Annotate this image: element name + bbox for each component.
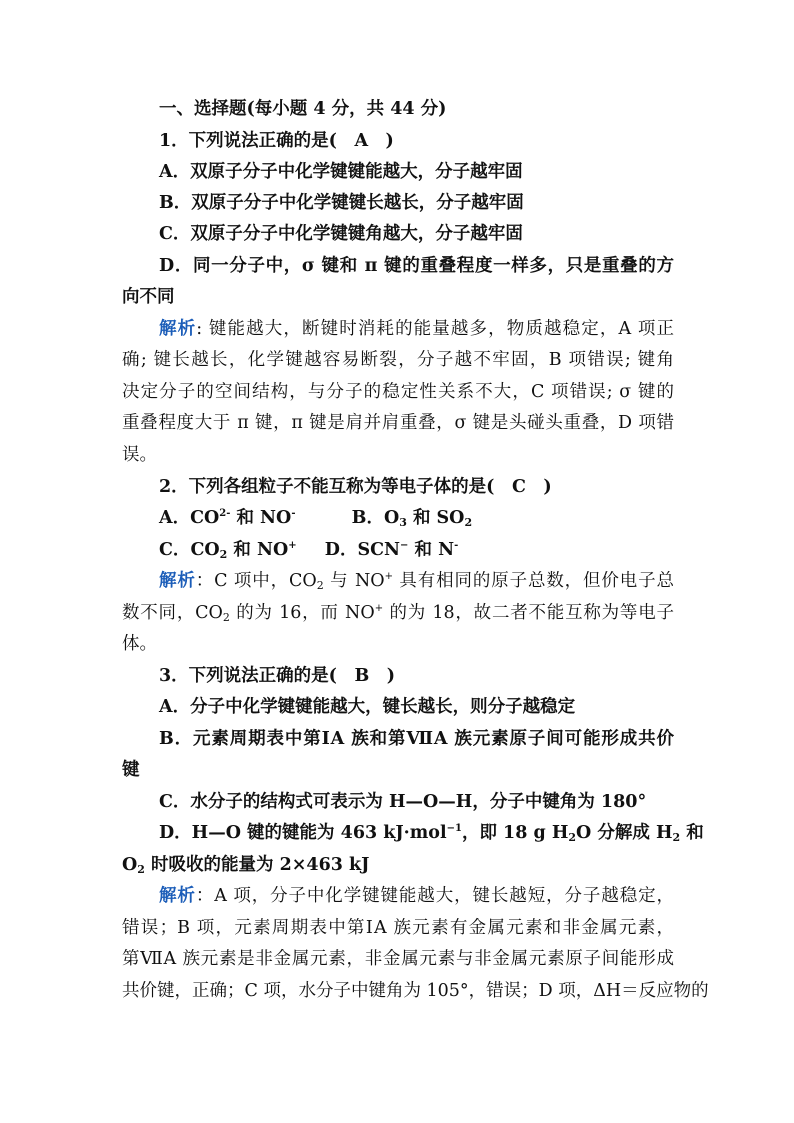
q3-option-c: C．水分子的结构式可表示为 H—O—H，分子中键角为 180° <box>159 792 647 812</box>
q2-option-b: B．$O_3$ 和 $SO_2$ <box>351 508 473 529</box>
q1-option-a: A．双原子分子中化学键键能越大，分子越牢固 <box>159 162 523 182</box>
q2-options-ab <box>159 503 674 534</box>
q3-option-b-line1: B．元素周期表中第ⅠA 族和第ⅦA 族元素原子间可能形成共价 <box>159 729 674 749</box>
q2-options-cd <box>159 535 674 566</box>
q3-option-d-line2: $O_2$ 时吸收的能量为 2×463 kJ <box>122 855 370 876</box>
q1-explanation-line5: 误。 <box>122 445 157 465</box>
explanation-label: 解析 <box>159 319 197 339</box>
q3-explanation-line1: 解析：A 项，分子中化学键键能越大，键长越短，分子越稳定， <box>159 886 675 906</box>
q1-option-c: C．双原子分子中化学键键角越大，分子越牢固 <box>159 224 523 244</box>
q3-explanation-line4: 共价键，正确；C 项，水分子中键角为 105°，错误；D 项，ΔH＝反应物的 <box>122 981 709 1001</box>
q1-explanation-line2: 确; 键长越长，化学键越容易断裂，分子越不牢固，B 项错误; 键角 <box>122 350 674 370</box>
q2-explanation-line2: 数不同，$CO_2$ 的为 16，而 NO+ 的为 18，故二者不能互称为等电子 <box>122 603 674 624</box>
q2-explanation-line1: 解析：C 项中，$CO_2$ 与 NO+ 具有相同的原子总数，但价电子总 <box>159 571 674 592</box>
explanation-label: 解析 <box>159 571 196 591</box>
q2-option-c: C．$CO_2$ 和 NO+ <box>159 540 297 561</box>
q1-explanation-line1: 解析: 键能越大，断键时消耗的能量越多，物质越稳定，A 项正 <box>159 319 674 339</box>
q3-option-d-line1: D．H—O 键的键能为 463 kJ·mol$^{-1}$，即 18 g $H_2O$ 分解成 $H_2$ 和 <box>159 823 704 844</box>
q3-explanation-line2: 错误；B 项，元素周期表中第ⅠA 族元素有金属元素和非金属元素， <box>122 918 674 938</box>
q1-explanation-line3: 决定分子的空间结构，与分子的稳定性关系不大，C 项错误; σ 键的 <box>122 382 674 402</box>
q1-explanation-line4: 重叠程度大于 π 键，π 键是肩并肩重叠，σ 键是头碰头重叠，D 项错 <box>122 413 674 433</box>
q1-option-d-line1: D．同一分子中，σ 键和 π 键的重叠程度一样多，只是重叠的方 <box>159 256 674 276</box>
q2-stem: 2．下列各组粒子不能互称为等电子体的是( C ) <box>159 477 552 497</box>
explanation-label: 解析 <box>159 886 196 906</box>
q3-explanation-line3: 第ⅦA 族元素是非金属元素，非金属元素与非金属元素原子间能形成 <box>122 949 674 969</box>
q1-option-d-line2: 向不同 <box>122 287 175 307</box>
q3-option-b-line2: 键 <box>122 760 140 780</box>
q2-explanation-line3: 体。 <box>122 634 157 654</box>
q3-stem: 3．下列说法正确的是( B ) <box>159 666 396 686</box>
q1-stem: 1．下列说法正确的是( A ) <box>159 131 394 151</box>
q1-option-b: B．双原子分子中化学键键长越长，分子越牢固 <box>159 193 524 213</box>
q2-option-a: A．$CO^{2-}$ 和 NO- <box>159 508 296 528</box>
q2-option-d: D．SCN− 和 N- <box>324 540 459 560</box>
section-title: 一、选择题(每小题 4 分，共 44 分) <box>159 99 447 119</box>
q3-option-a: A．分子中化学键键能越大，键长越长，则分子越稳定 <box>159 697 576 717</box>
